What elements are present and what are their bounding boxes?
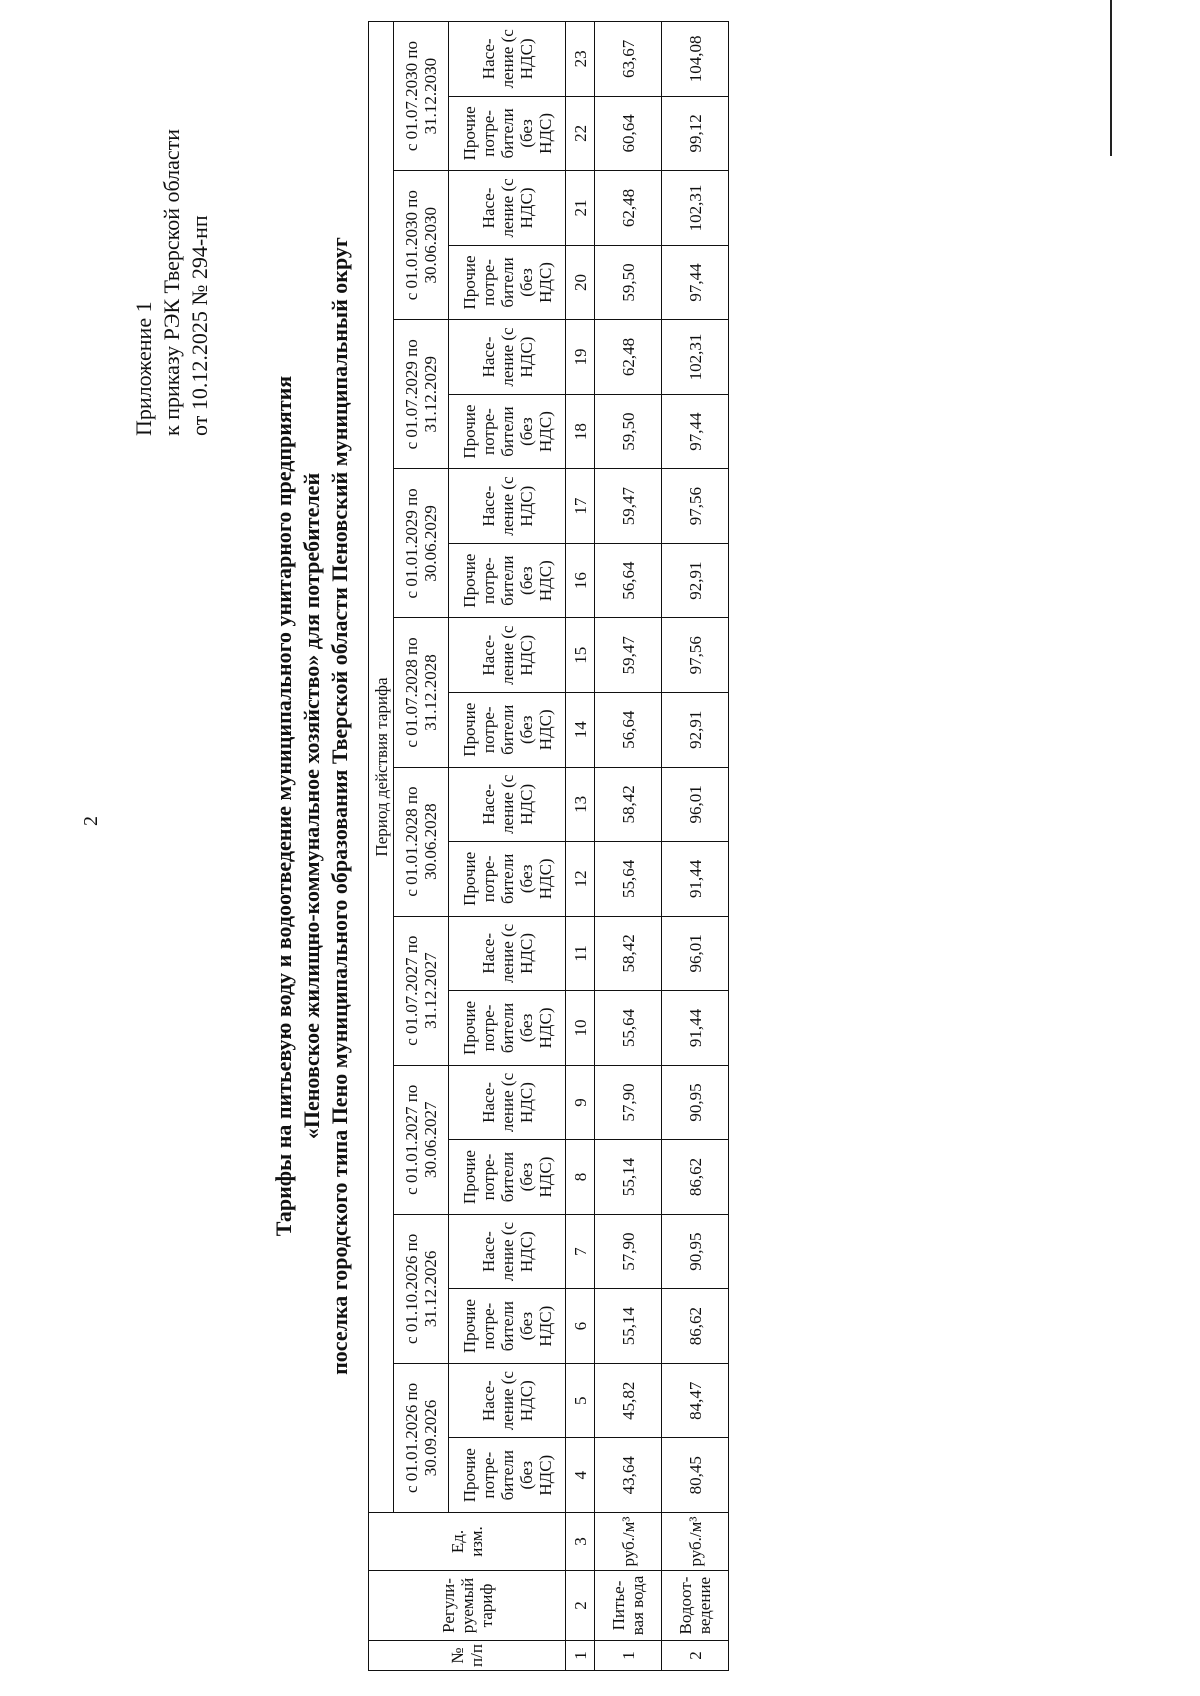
tariff-value: 58,42 — [595, 767, 662, 842]
tariff-value: 59,47 — [595, 469, 662, 544]
period-cell: с 01.07.2027 по 31.12.2027 — [394, 916, 449, 1065]
period-cell: с 01.01.2027 по 30.06.2027 — [394, 1065, 449, 1214]
tariff-value: 62,48 — [595, 171, 662, 246]
title-line-1: Тарифы на питьевую воду и водоотведение муниципального унитарного предприятия — [271, 375, 296, 1237]
tariff-value: 97,56 — [662, 618, 729, 693]
tariff-value: 91,44 — [662, 991, 729, 1066]
tariff-value: 63,67 — [595, 22, 662, 97]
column-number: 17 — [566, 469, 595, 544]
tariff-table — [368, 21, 729, 1671]
subheader-population: Насе-ление (с НДС) — [449, 916, 566, 991]
period-row — [394, 22, 449, 1671]
tariff-value: 60,64 — [595, 96, 662, 171]
subheader-population: Насе-ление (с НДС) — [449, 22, 566, 97]
subheader-other-consumers: Прочие потре-бители (без НДС) — [449, 842, 566, 917]
period-cell: с 01.07.2030 по 31.12.2030 — [394, 22, 449, 171]
tariff-value: 96,01 — [662, 916, 729, 991]
tariff-value: 97,44 — [662, 245, 729, 320]
subheader-other-consumers: Прочие потре-бители (без НДС) — [449, 394, 566, 469]
title-line-2: «Пеновское жилищно-коммунальное хозяйство» для потребителей — [299, 472, 324, 1140]
row-tariff-name: Водоот-ведение — [662, 1571, 729, 1641]
tariff-value: 104,08 — [662, 22, 729, 97]
tariff-value: 90,95 — [662, 1214, 729, 1289]
column-number: 1 — [566, 1641, 595, 1671]
table-row — [662, 22, 729, 1671]
subheader-other-consumers: Прочие потре-бители (без НДС) — [449, 245, 566, 320]
column-number: 15 — [566, 618, 595, 693]
subheader-row — [449, 22, 566, 1671]
period-cell: с 01.07.2028 по 31.12.2028 — [394, 618, 449, 767]
column-number: 22 — [566, 96, 595, 171]
appendix-block — [130, 129, 214, 436]
tariff-value: 45,82 — [595, 1363, 662, 1438]
subheader-population: Насе-ление (с НДС) — [449, 1214, 566, 1289]
row-number: 2 — [662, 1641, 729, 1671]
tariff-value: 86,62 — [662, 1289, 729, 1364]
tariff-value: 92,91 — [662, 543, 729, 618]
tariff-value: 102,31 — [662, 320, 729, 395]
tariff-value: 84,47 — [662, 1363, 729, 1438]
column-number: 3 — [566, 1513, 595, 1571]
period-cell: с 01.01.2030 по 30.06.2030 — [394, 171, 449, 320]
tariff-value: 55,14 — [595, 1289, 662, 1364]
subheader-other-consumers: Прочие потре-бители (без НДС) — [449, 96, 566, 171]
period-cell: с 01.01.2026 по 30.09.2026 — [394, 1363, 449, 1512]
tariff-value: 102,31 — [662, 171, 729, 246]
appendix-line-2: к приказу РЭК Тверской области — [159, 128, 184, 436]
tariff-value: 56,64 — [595, 543, 662, 618]
appendix-line-1: Приложение 1 — [131, 301, 156, 436]
column-number: 5 — [566, 1363, 595, 1438]
tariff-value: 97,44 — [662, 394, 729, 469]
tariff-value: 57,90 — [595, 1214, 662, 1289]
tariff-value: 43,64 — [595, 1438, 662, 1513]
column-number: 6 — [566, 1289, 595, 1364]
tariff-value: 57,90 — [595, 1065, 662, 1140]
tariff-value: 58,42 — [595, 916, 662, 991]
subheader-other-consumers: Прочие потре-бители (без НДС) — [449, 1289, 566, 1364]
column-number: 21 — [566, 171, 595, 246]
column-number: 2 — [566, 1571, 595, 1641]
tariff-value: 99,12 — [662, 96, 729, 171]
column-number: 10 — [566, 991, 595, 1066]
subheader-population: Насе-ление (с НДС) — [449, 618, 566, 693]
column-number: 13 — [566, 767, 595, 842]
column-number: 11 — [566, 916, 595, 991]
subheader-other-consumers: Прочие потре-бители (без НДС) — [449, 991, 566, 1066]
row-number: 1 — [595, 1641, 662, 1671]
header-period: Период действия тарифа — [369, 22, 394, 1513]
column-number: 4 — [566, 1438, 595, 1513]
column-number: 18 — [566, 394, 595, 469]
period-cell: с 01.01.2028 по 30.06.2028 — [394, 767, 449, 916]
column-number: 19 — [566, 320, 595, 395]
row-unit: руб./м³ — [595, 1513, 662, 1571]
column-number: 14 — [566, 692, 595, 767]
title-line-3: поселка городского типа Пено муниципального образования Тверской области Пеновский муниципальный округ — [327, 237, 352, 1375]
subheader-population: Насе-ление (с НДС) — [449, 469, 566, 544]
column-number: 20 — [566, 245, 595, 320]
tariff-value: 59,50 — [595, 394, 662, 469]
subheader-other-consumers: Прочие потре-бители (без НДС) — [449, 1140, 566, 1215]
tariff-value: 96,01 — [662, 767, 729, 842]
tariff-value: 86,62 — [662, 1140, 729, 1215]
tariff-value: 62,48 — [595, 320, 662, 395]
appendix-line-3: от 10.12.2025 № 294-нп — [187, 215, 212, 436]
footnote-separator — [1110, 0, 1112, 156]
row-unit: руб./м³ — [662, 1513, 729, 1571]
column-number: 8 — [566, 1140, 595, 1215]
column-number: 7 — [566, 1214, 595, 1289]
subheader-other-consumers: Прочие потре-бители (без НДС) — [449, 692, 566, 767]
table-row — [595, 22, 662, 1671]
tariff-value: 92,91 — [662, 692, 729, 767]
period-cell: с 01.07.2029 по 31.12.2029 — [394, 320, 449, 469]
tariff-value: 97,56 — [662, 469, 729, 544]
tariff-value: 59,47 — [595, 618, 662, 693]
tariff-value: 59,50 — [595, 245, 662, 320]
subheader-other-consumers: Прочие потре-бители (без НДС) — [449, 543, 566, 618]
column-number: 9 — [566, 1065, 595, 1140]
subheader-other-consumers: Прочие потре-бители (без НДС) — [449, 1438, 566, 1513]
tariff-value: 91,44 — [662, 842, 729, 917]
tariff-value: 55,14 — [595, 1140, 662, 1215]
subheader-population: Насе-ление (с НДС) — [449, 171, 566, 246]
tariff-value: 90,95 — [662, 1065, 729, 1140]
tariff-value: 55,64 — [595, 842, 662, 917]
column-number: 12 — [566, 842, 595, 917]
tariff-value: 56,64 — [595, 692, 662, 767]
tariff-value: 80,45 — [662, 1438, 729, 1513]
document-title — [270, 96, 354, 1516]
header-unit: Ед. изм. — [369, 1513, 566, 1571]
header-number: № п/п — [369, 1641, 566, 1671]
column-number-row — [566, 22, 595, 1671]
period-cell: с 01.01.2029 по 30.06.2029 — [394, 469, 449, 618]
column-number: 23 — [566, 22, 595, 97]
subheader-population: Насе-ление (с НДС) — [449, 767, 566, 842]
period-cell: с 01.10.2026 по 31.12.2026 — [394, 1214, 449, 1363]
row-tariff-name: Питье-вая вода — [595, 1571, 662, 1641]
column-number: 16 — [566, 543, 595, 618]
subheader-population: Насе-ление (с НДС) — [449, 1065, 566, 1140]
header-tariff: Регули-руемый тариф — [369, 1571, 566, 1641]
page-number: 2 — [80, 816, 102, 826]
subheader-population: Насе-ление (с НДС) — [449, 1363, 566, 1438]
tariff-value: 55,64 — [595, 991, 662, 1066]
subheader-population: Насе-ление (с НДС) — [449, 320, 566, 395]
